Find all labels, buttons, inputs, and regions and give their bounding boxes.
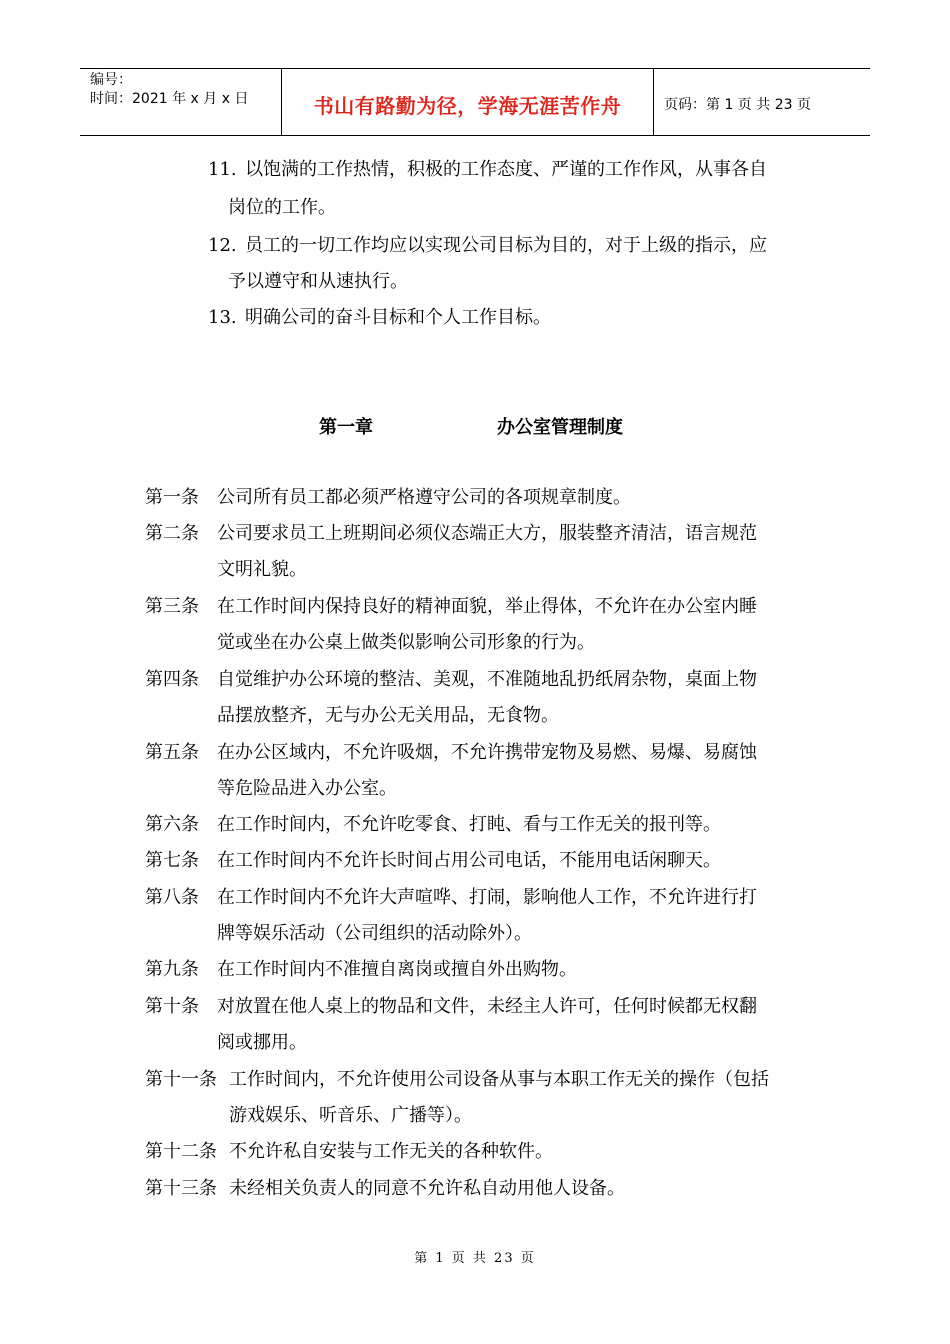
article-text: 在工作时间内保持良好的精神面貌，举止得体，不允许在办公室内睡 bbox=[217, 596, 757, 617]
list-item-text: 员工的一切工作均应以实现公司目标为目的，对于上级的指示，应 bbox=[245, 235, 767, 256]
list-item-number: 12. bbox=[208, 235, 237, 256]
page-footer: 第 1 页 共 23 页 bbox=[414, 1251, 536, 1266]
article-text: 在工作时间内不准擅自离岗或擅自外出购物。 bbox=[217, 959, 577, 980]
list-item-text: 以饱满的工作热情，积极的工作态度、严谨的工作作风，从事各自 bbox=[245, 159, 767, 180]
article-label: 第十二条 bbox=[145, 1141, 217, 1162]
header-motto-cell bbox=[282, 69, 654, 135]
article-label: 第六条 bbox=[145, 814, 199, 835]
article-label: 第四条 bbox=[145, 669, 199, 690]
article-label: 第二条 bbox=[145, 523, 199, 544]
article-text: 牌等娱乐活动（公司组织的活动除外）。 bbox=[217, 923, 532, 944]
article-label: 第十条 bbox=[145, 996, 199, 1017]
article-text: 在工作时间内不允许大声喧哗、打闹，影响他人工作，不允许进行打 bbox=[217, 887, 757, 908]
list-item-text: 予以遵守和从速执行。 bbox=[228, 271, 408, 292]
article-text: 不允许私自安装与工作无关的各种软件。 bbox=[229, 1141, 553, 1162]
header-page-info: 页码：第 1 页 共 23 页 bbox=[664, 97, 811, 113]
article-text: 未经相关负责人的同意不允许私自动用他人设备。 bbox=[229, 1178, 625, 1199]
document-number-label: 编号： bbox=[90, 72, 132, 88]
article-text: 自觉维护办公环境的整洁、美观，不准随地乱扔纸屑杂物，桌面上物 bbox=[217, 669, 757, 690]
document-date: 时间：2021 年 x 月 x 日 bbox=[90, 91, 249, 107]
header-meta-cell bbox=[80, 69, 282, 135]
list-item-number: 11. bbox=[208, 159, 237, 180]
list-item-text: 岗位的工作。 bbox=[228, 197, 336, 218]
header-page-cell bbox=[654, 69, 870, 135]
article-label: 第一条 bbox=[145, 487, 199, 508]
article-text: 在办公区域内，不允许吸烟，不允许携带宠物及易燃、易爆、易腐蚀 bbox=[217, 742, 757, 763]
article-label: 第九条 bbox=[145, 959, 199, 980]
article-text: 游戏娱乐、听音乐、广播等）。 bbox=[229, 1105, 472, 1126]
article-label: 第三条 bbox=[145, 596, 199, 617]
article-text: 对放置在他人桌上的物品和文件，未经主人许可，任何时候都无权翻 bbox=[217, 996, 757, 1017]
article-label: 第五条 bbox=[145, 742, 199, 763]
article-text: 公司所有员工都必须严格遵守公司的各项规章制度。 bbox=[217, 487, 631, 508]
article-label: 第十一条 bbox=[145, 1069, 217, 1090]
article-label: 第七条 bbox=[145, 850, 199, 871]
article-text: 品摆放整齐，无与办公无关用品，无食物。 bbox=[217, 705, 559, 726]
article-text: 工作时间内，不允许使用公司设备从事与本职工作无关的操作（包括 bbox=[229, 1069, 769, 1090]
chapter-number: 第一章 bbox=[319, 417, 373, 438]
article-text: 在工作时间内，不允许吃零食、打盹、看与工作无关的报刊等。 bbox=[217, 814, 721, 835]
article-label: 第八条 bbox=[145, 887, 199, 908]
article-text: 等危险品进入办公室。 bbox=[217, 778, 397, 799]
chapter-title: 办公室管理制度 bbox=[497, 417, 623, 438]
header-motto: 书山有路勤为径，学海无涯苦作舟 bbox=[313, 93, 622, 118]
article-text: 阅或挪用。 bbox=[217, 1032, 307, 1053]
document-header bbox=[80, 68, 870, 136]
article-text: 公司要求员工上班期间必须仪态端正大方，服装整齐清洁，语言规范 bbox=[217, 523, 757, 544]
article-text: 觉或坐在办公桌上做类似影响公司形象的行为。 bbox=[217, 632, 595, 653]
article-text: 文明礼貌。 bbox=[217, 559, 307, 580]
article-label: 第十三条 bbox=[145, 1178, 217, 1199]
article-text: 在工作时间内不允许长时间占用公司电话，不能用电话闲聊天。 bbox=[217, 850, 721, 871]
list-item-number: 13. bbox=[208, 307, 237, 328]
list-item-text: 明确公司的奋斗目标和个人工作目标。 bbox=[245, 307, 551, 328]
